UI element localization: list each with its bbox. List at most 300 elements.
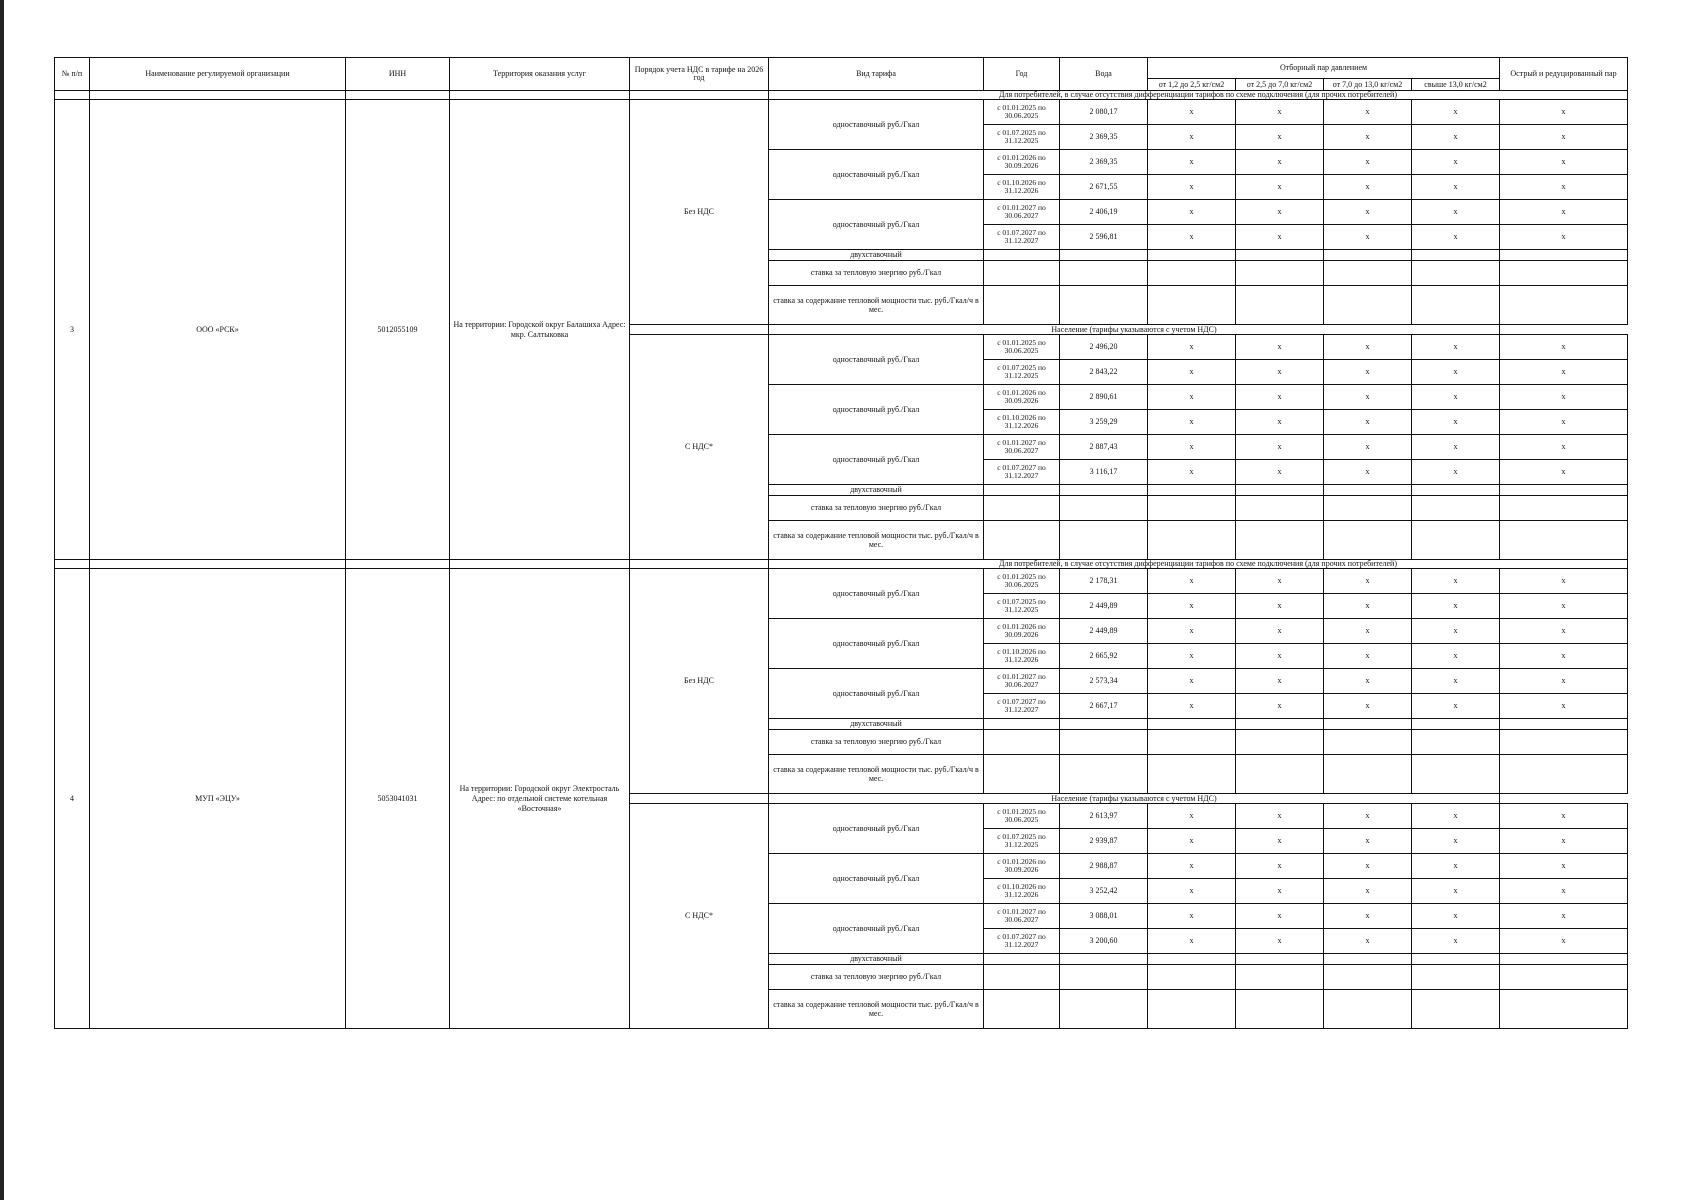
spacer-cell	[90, 91, 346, 100]
header-tariff-type: Вид тарифа	[769, 58, 984, 91]
not-applicable-mark: х	[1236, 385, 1324, 410]
tariff-type-twopart: двухставочный	[769, 954, 984, 965]
not-applicable-mark: х	[1236, 619, 1324, 644]
period-cell: с 01.07.2027 по 31.12.2027	[984, 225, 1060, 250]
not-applicable-mark: х	[1148, 125, 1236, 150]
empty-cell	[1412, 286, 1500, 325]
not-applicable-mark: х	[1236, 100, 1324, 125]
empty-cell	[1412, 521, 1500, 560]
not-applicable-mark: х	[1148, 100, 1236, 125]
power-rate-label: ставка за содержание тепловой мощности тыс. руб./Гкал/ч в мес.	[769, 521, 984, 560]
empty-cell	[1060, 719, 1148, 730]
not-applicable-mark: х	[1324, 225, 1412, 250]
band-population: Население (тарифы указываются с учетом НДС)	[769, 794, 1500, 804]
not-applicable-mark: х	[1236, 879, 1324, 904]
not-applicable-mark: х	[1148, 619, 1236, 644]
not-applicable-mark: х	[1324, 335, 1412, 360]
not-applicable-mark: х	[1500, 200, 1628, 225]
not-applicable-mark: х	[1412, 669, 1500, 694]
not-applicable-mark: х	[1148, 804, 1236, 829]
water-value: 2 843,22	[1060, 360, 1148, 385]
empty-cell	[1236, 250, 1324, 261]
not-applicable-mark: х	[1148, 410, 1236, 435]
not-applicable-mark: х	[1412, 569, 1500, 594]
empty-cell	[1324, 250, 1412, 261]
empty-cell	[1500, 250, 1628, 261]
empty-cell	[1500, 990, 1628, 1029]
not-applicable-mark: х	[1324, 594, 1412, 619]
period-cell: с 01.10.2026 по 31.12.2026	[984, 175, 1060, 200]
period-cell: с 01.10.2026 по 31.12.2026	[984, 644, 1060, 669]
empty-cell	[984, 250, 1060, 261]
empty-cell	[1060, 485, 1148, 496]
empty-cell	[1148, 250, 1236, 261]
not-applicable-mark: х	[1148, 569, 1236, 594]
period-cell: с 01.01.2025 по 30.06.2025	[984, 804, 1060, 829]
tariff-type-single: одноставочный руб./Гкал	[769, 669, 984, 719]
water-value: 2 887,43	[1060, 435, 1148, 460]
empty-cell	[1500, 261, 1628, 286]
tariff-type-twopart: двухставочный	[769, 250, 984, 261]
not-applicable-mark: х	[1148, 829, 1236, 854]
not-applicable-mark: х	[1236, 594, 1324, 619]
water-value: 2 369,35	[1060, 125, 1148, 150]
empty-cell	[1236, 521, 1324, 560]
vat-order-no-vat: Без НДС	[630, 569, 769, 794]
not-applicable-mark: х	[1324, 904, 1412, 929]
not-applicable-mark: х	[1324, 694, 1412, 719]
not-applicable-mark: х	[1500, 410, 1628, 435]
not-applicable-mark: х	[1324, 829, 1412, 854]
empty-cell	[1236, 719, 1324, 730]
power-rate-label: ставка за содержание тепловой мощности тыс. руб./Гкал/ч в мес.	[769, 755, 984, 794]
not-applicable-mark: х	[1500, 100, 1628, 125]
not-applicable-mark: х	[1500, 829, 1628, 854]
not-applicable-mark: х	[1148, 854, 1236, 879]
water-value: 2 178,31	[1060, 569, 1148, 594]
tariff-type-single: одноставочный руб./Гкал	[769, 435, 984, 485]
not-applicable-mark: х	[1324, 929, 1412, 954]
empty-cell	[1412, 990, 1500, 1029]
not-applicable-mark: х	[1236, 175, 1324, 200]
empty-cell	[1412, 730, 1500, 755]
empty-cell	[1412, 719, 1500, 730]
energy-rate-label: ставка за тепловую энергию руб./Гкал	[769, 730, 984, 755]
period-cell: с 01.01.2026 по 30.09.2026	[984, 150, 1060, 175]
vat-order-no-vat: Без НДС	[630, 100, 769, 325]
period-cell: с 01.07.2025 по 31.12.2025	[984, 594, 1060, 619]
spacer-cell	[55, 560, 90, 569]
water-value: 2 449,89	[1060, 619, 1148, 644]
spacer-cell	[630, 91, 769, 100]
period-cell: с 01.07.2027 по 31.12.2027	[984, 929, 1060, 954]
period-cell: с 01.01.2027 по 30.06.2027	[984, 200, 1060, 225]
not-applicable-mark: х	[1500, 854, 1628, 879]
header-inn: ИНН	[346, 58, 450, 91]
empty-cell	[1324, 719, 1412, 730]
not-applicable-mark: х	[1148, 644, 1236, 669]
water-value: 2 665,92	[1060, 644, 1148, 669]
not-applicable-mark: х	[1412, 125, 1500, 150]
not-applicable-mark: х	[1412, 644, 1500, 669]
not-applicable-mark: х	[1148, 879, 1236, 904]
period-cell: с 01.10.2026 по 31.12.2026	[984, 879, 1060, 904]
header-steam-4: свыше 13,0 кг/см2	[1412, 79, 1500, 91]
empty-cell	[1412, 755, 1500, 794]
period-cell: с 01.07.2027 по 31.12.2027	[984, 460, 1060, 485]
water-value: 2 496,20	[1060, 335, 1148, 360]
not-applicable-mark: х	[1236, 335, 1324, 360]
tariff-type-single: одноставочный руб./Гкал	[769, 150, 984, 200]
not-applicable-mark: х	[1324, 175, 1412, 200]
water-value: 2 406,19	[1060, 200, 1148, 225]
empty-cell	[1148, 286, 1236, 325]
empty-cell	[1148, 990, 1236, 1029]
header-steam-3: от 7,0 до 13,0 кг/см2	[1324, 79, 1412, 91]
not-applicable-mark: х	[1324, 669, 1412, 694]
empty-cell	[1500, 730, 1628, 755]
period-cell: с 01.01.2027 по 30.06.2027	[984, 435, 1060, 460]
rate-row	[55, 100, 1628, 125]
not-applicable-mark: х	[1148, 385, 1236, 410]
spacer-cell	[450, 91, 630, 100]
spacer-row	[55, 91, 1628, 100]
not-applicable-mark: х	[1148, 360, 1236, 385]
header-org: Наименование регулируемой организации	[90, 58, 346, 91]
empty-cell	[1060, 521, 1148, 560]
water-value: 2 671,55	[1060, 175, 1148, 200]
tariff-type-single: одноставочный руб./Гкал	[769, 569, 984, 619]
power-rate-label: ставка за содержание тепловой мощности тыс. руб./Гкал/ч в мес.	[769, 286, 984, 325]
empty-cell	[984, 261, 1060, 286]
empty-cell	[1148, 954, 1236, 965]
not-applicable-mark: х	[1148, 460, 1236, 485]
not-applicable-mark: х	[1412, 385, 1500, 410]
not-applicable-mark: х	[1324, 435, 1412, 460]
water-value: 2 080,17	[1060, 100, 1148, 125]
not-applicable-mark: х	[1236, 854, 1324, 879]
empty-cell	[1148, 496, 1236, 521]
header-vat-order: Порядок учета НДС в тарифе на 2026 год	[630, 58, 769, 91]
not-applicable-mark: х	[1324, 150, 1412, 175]
water-value: 2 667,17	[1060, 694, 1148, 719]
not-applicable-mark: х	[1500, 360, 1628, 385]
not-applicable-mark: х	[1412, 460, 1500, 485]
empty-cell	[1148, 730, 1236, 755]
tariff-type-single: одноставочный руб./Гкал	[769, 904, 984, 954]
empty-cell	[1060, 954, 1148, 965]
org-territory: На территории: Городской округ Балашиха Адрес: мкр. Салтыковка	[450, 100, 630, 560]
tariff-type-twopart: двухставочный	[769, 485, 984, 496]
not-applicable-mark: х	[1412, 200, 1500, 225]
period-cell: с 01.10.2026 по 31.12.2026	[984, 410, 1060, 435]
empty-cell	[1236, 954, 1324, 965]
not-applicable-mark: х	[1148, 669, 1236, 694]
not-applicable-mark: х	[1412, 335, 1500, 360]
empty-cell	[1236, 496, 1324, 521]
not-applicable-mark: х	[1500, 644, 1628, 669]
tariff-document	[54, 57, 1628, 1029]
header-num: № п/п	[55, 58, 90, 91]
not-applicable-mark: х	[1412, 410, 1500, 435]
tariff-type-single: одноставочный руб./Гкал	[769, 385, 984, 435]
empty-cell	[1500, 286, 1628, 325]
not-applicable-mark: х	[1148, 594, 1236, 619]
empty-cell	[1500, 496, 1628, 521]
not-applicable-mark: х	[1236, 569, 1324, 594]
empty-cell	[1324, 965, 1412, 990]
not-applicable-mark: х	[1500, 904, 1628, 929]
not-applicable-mark: х	[1148, 175, 1236, 200]
rate-row	[55, 569, 1628, 594]
org-number: 3	[55, 100, 90, 560]
not-applicable-mark: х	[1236, 904, 1324, 929]
vat-order-with-vat: С НДС*	[630, 335, 769, 560]
tariff-type-single: одноставочный руб./Гкал	[769, 100, 984, 150]
water-value: 2 449,89	[1060, 594, 1148, 619]
not-applicable-mark: х	[1412, 854, 1500, 879]
empty-cell	[984, 521, 1060, 560]
header-territory: Территория оказания услуг	[450, 58, 630, 91]
header-year: Год	[984, 58, 1060, 91]
spacer-cell	[630, 560, 769, 569]
not-applicable-mark: х	[1148, 200, 1236, 225]
not-applicable-mark: х	[1324, 100, 1412, 125]
empty-cell	[984, 496, 1060, 521]
not-applicable-mark: х	[1324, 460, 1412, 485]
not-applicable-mark: х	[1236, 694, 1324, 719]
not-applicable-mark: х	[1236, 410, 1324, 435]
header-sharp-steam: Острый и редуцированный пар	[1500, 58, 1628, 91]
not-applicable-mark: х	[1324, 385, 1412, 410]
tariff-type-single: одноставочный руб./Гкал	[769, 854, 984, 904]
water-value: 2 988,87	[1060, 854, 1148, 879]
not-applicable-mark: х	[1324, 854, 1412, 879]
tariff-type-single: одноставочный руб./Гкал	[769, 200, 984, 250]
not-applicable-mark: х	[1412, 929, 1500, 954]
not-applicable-mark: х	[1500, 804, 1628, 829]
empty-cell	[1236, 990, 1324, 1029]
not-applicable-mark: х	[1500, 879, 1628, 904]
empty-cell	[1148, 755, 1236, 794]
empty-cell	[1060, 496, 1148, 521]
header-steam-2: от 2,5 до 7,0 кг/см2	[1236, 79, 1324, 91]
empty-cell	[1412, 485, 1500, 496]
empty-cell	[1060, 990, 1148, 1029]
not-applicable-mark: х	[1412, 804, 1500, 829]
vat-order-with-vat: С НДС*	[630, 804, 769, 1029]
empty-cell	[1500, 719, 1628, 730]
period-cell: с 01.07.2025 по 31.12.2025	[984, 360, 1060, 385]
not-applicable-mark: х	[1412, 619, 1500, 644]
empty-cell	[1148, 485, 1236, 496]
not-applicable-mark: х	[1412, 175, 1500, 200]
empty-cell	[984, 990, 1060, 1029]
empty-cell	[1060, 286, 1148, 325]
empty-cell	[630, 325, 769, 335]
not-applicable-mark: х	[1324, 804, 1412, 829]
not-applicable-mark: х	[1500, 594, 1628, 619]
empty-cell	[1500, 954, 1628, 965]
not-applicable-mark: х	[1412, 829, 1500, 854]
empty-cell	[1324, 755, 1412, 794]
empty-cell	[1148, 719, 1236, 730]
table-header-row	[55, 58, 1628, 79]
spacer-cell	[450, 560, 630, 569]
empty-cell	[1060, 965, 1148, 990]
period-cell: с 01.01.2027 по 30.06.2027	[984, 669, 1060, 694]
empty-cell	[630, 794, 769, 804]
not-applicable-mark: х	[1500, 669, 1628, 694]
not-applicable-mark: х	[1324, 879, 1412, 904]
empty-cell	[1412, 496, 1500, 521]
tariff-table	[54, 57, 1628, 1029]
org-number: 4	[55, 569, 90, 1029]
not-applicable-mark: х	[1324, 619, 1412, 644]
not-applicable-mark: х	[1148, 904, 1236, 929]
empty-cell	[1412, 965, 1500, 990]
empty-cell	[1236, 965, 1324, 990]
org-inn: 5012055109	[346, 100, 450, 560]
water-value: 2 369,35	[1060, 150, 1148, 175]
not-applicable-mark: х	[1412, 694, 1500, 719]
tariff-type-single: одноставочный руб./Гкал	[769, 804, 984, 854]
period-cell: с 01.01.2025 по 30.06.2025	[984, 335, 1060, 360]
not-applicable-mark: х	[1412, 904, 1500, 929]
energy-rate-label: ставка за тепловую энергию руб./Гкал	[769, 496, 984, 521]
empty-cell	[1060, 261, 1148, 286]
not-applicable-mark: х	[1324, 569, 1412, 594]
not-applicable-mark: х	[1412, 100, 1500, 125]
not-applicable-mark: х	[1236, 669, 1324, 694]
power-rate-label: ставка за содержание тепловой мощности тыс. руб./Гкал/ч в мес.	[769, 990, 984, 1029]
header-steam-1: от 1,2 до 2,5 кг/см2	[1148, 79, 1236, 91]
empty-cell	[1500, 521, 1628, 560]
energy-rate-label: ставка за тепловую энергию руб./Гкал	[769, 965, 984, 990]
not-applicable-mark: х	[1412, 435, 1500, 460]
empty-cell	[1148, 965, 1236, 990]
not-applicable-mark: х	[1236, 829, 1324, 854]
empty-cell	[1236, 261, 1324, 286]
not-applicable-mark: х	[1148, 435, 1236, 460]
empty-cell	[1236, 286, 1324, 325]
empty-cell	[984, 719, 1060, 730]
scan-edge	[0, 0, 4, 1200]
empty-cell	[1324, 496, 1412, 521]
not-applicable-mark: х	[1324, 125, 1412, 150]
not-applicable-mark: х	[1500, 225, 1628, 250]
not-applicable-mark: х	[1412, 360, 1500, 385]
water-value: 2 573,34	[1060, 669, 1148, 694]
water-value: 3 200,60	[1060, 929, 1148, 954]
empty-cell	[984, 954, 1060, 965]
water-value: 2 613,97	[1060, 804, 1148, 829]
not-applicable-mark: х	[1500, 125, 1628, 150]
empty-cell	[1236, 730, 1324, 755]
empty-cell	[1324, 286, 1412, 325]
water-value: 2 596,81	[1060, 225, 1148, 250]
not-applicable-mark: х	[1324, 200, 1412, 225]
not-applicable-mark: х	[1236, 360, 1324, 385]
tariff-type-single: одноставочный руб./Гкал	[769, 619, 984, 669]
empty-cell	[1324, 485, 1412, 496]
not-applicable-mark: х	[1324, 360, 1412, 385]
not-applicable-mark: х	[1500, 150, 1628, 175]
period-cell: с 01.01.2027 по 30.06.2027	[984, 904, 1060, 929]
empty-cell	[1500, 965, 1628, 990]
not-applicable-mark: х	[1412, 150, 1500, 175]
org-name: МУП «ЭЦУ»	[90, 569, 346, 1029]
not-applicable-mark: х	[1500, 175, 1628, 200]
empty-cell	[984, 286, 1060, 325]
not-applicable-mark: х	[1236, 460, 1324, 485]
org-inn: 5053041031	[346, 569, 450, 1029]
not-applicable-mark: х	[1412, 225, 1500, 250]
header-water: Вода	[1060, 58, 1148, 91]
not-applicable-mark: х	[1236, 125, 1324, 150]
not-applicable-mark: х	[1500, 460, 1628, 485]
org-name: ООО «РСК»	[90, 100, 346, 560]
empty-cell	[1148, 261, 1236, 286]
energy-rate-label: ставка за тепловую энергию руб./Гкал	[769, 261, 984, 286]
empty-cell	[1324, 261, 1412, 286]
period-cell: с 01.01.2026 по 30.09.2026	[984, 854, 1060, 879]
water-value: 2 890,61	[1060, 385, 1148, 410]
spacer-row	[55, 560, 1628, 569]
tariff-type-single: одноставочный руб./Гкал	[769, 335, 984, 385]
empty-cell	[1324, 730, 1412, 755]
period-cell: с 01.07.2025 по 31.12.2025	[984, 829, 1060, 854]
not-applicable-mark: х	[1148, 335, 1236, 360]
band-other: Для потребителей, в случае отсутствия дифференциации тарифов по схеме подключения (для прочих потребителей)	[769, 91, 1628, 100]
empty-cell	[1236, 755, 1324, 794]
empty-cell	[1060, 730, 1148, 755]
not-applicable-mark: х	[1324, 410, 1412, 435]
empty-cell	[984, 485, 1060, 496]
spacer-cell	[90, 560, 346, 569]
water-value: 3 259,29	[1060, 410, 1148, 435]
spacer-cell	[346, 560, 450, 569]
period-cell: с 01.01.2026 по 30.09.2026	[984, 385, 1060, 410]
water-value: 3 088,01	[1060, 904, 1148, 929]
empty-cell	[1060, 755, 1148, 794]
header-steam-group: Отборный пар давлением	[1148, 58, 1500, 79]
spacer-cell	[55, 91, 90, 100]
empty-cell	[984, 965, 1060, 990]
org-territory: На территории: Городской округ Электросталь Адрес: по отдельной системе котельная «Восточная»	[450, 569, 630, 1029]
empty-cell	[1412, 954, 1500, 965]
period-cell: с 01.07.2027 по 31.12.2027	[984, 694, 1060, 719]
period-cell: с 01.07.2025 по 31.12.2025	[984, 125, 1060, 150]
empty-cell	[1324, 990, 1412, 1029]
band-population: Население (тарифы указываются с учетом НДС)	[769, 325, 1500, 335]
empty-cell	[1060, 250, 1148, 261]
empty-cell	[1324, 954, 1412, 965]
tariff-type-twopart: двухставочный	[769, 719, 984, 730]
not-applicable-mark: х	[1412, 594, 1500, 619]
period-cell: с 01.01.2025 по 30.06.2025	[984, 569, 1060, 594]
not-applicable-mark: х	[1236, 225, 1324, 250]
period-cell: с 01.01.2026 по 30.09.2026	[984, 619, 1060, 644]
period-cell: с 01.01.2025 по 30.06.2025	[984, 100, 1060, 125]
not-applicable-mark: х	[1412, 879, 1500, 904]
not-applicable-mark: х	[1500, 619, 1628, 644]
not-applicable-mark: х	[1148, 929, 1236, 954]
band-other: Для потребителей, в случае отсутствия дифференциации тарифов по схеме подключения (для прочих потребителей)	[769, 560, 1628, 569]
not-applicable-mark: х	[1500, 694, 1628, 719]
empty-cell	[984, 730, 1060, 755]
water-value: 3 116,17	[1060, 460, 1148, 485]
